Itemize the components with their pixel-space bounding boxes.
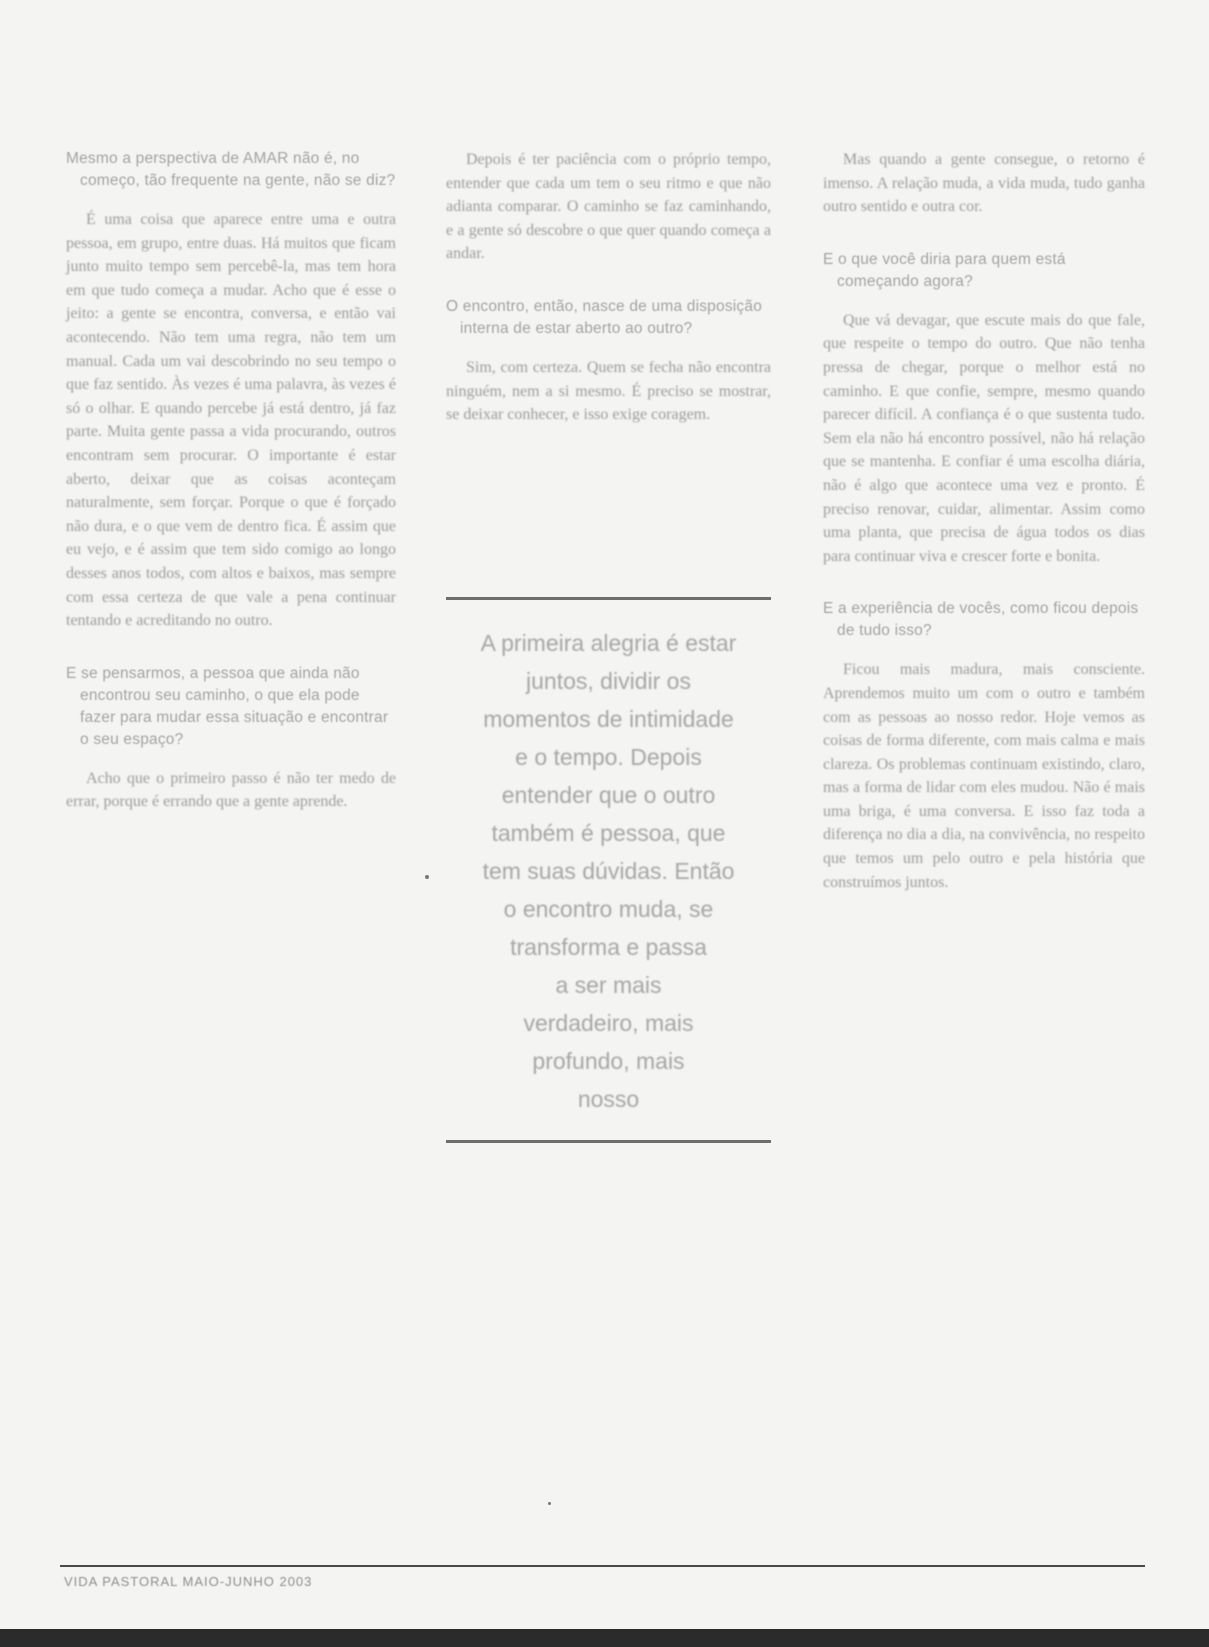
answer-6: Que vá devagar, que escute mais do que fale, que respeite o tempo do outro. Que não tenha pressa de chegar, porque o melhor está no caminho. E que confie, sempre, mesmo quando parecer difícil. A confiança é o que sustenta tudo. Sem ela não há encontro possível, não há relação que se mantenha. E confiar é uma escolha diária, não é algo que acontece uma vez e pronto. É preciso renovar, cuidar, alimentar. Assim como uma planta, que precisa de água todos os dias para continuar viva e crescer forte e bonita. [823, 311, 1145, 565]
pull-quote-line: também é pessoa, que [491, 820, 726, 846]
pull-quote [446, 597, 771, 1143]
text-column-3 [823, 148, 1145, 924]
answer-1: É uma coisa que aparece entre uma e outra pessoa, em grupo, entre duas. Há muitos que ficam junto muito tempo sem percebê-la, mas tem hora em que tudo começa a mudar. Acho que é esse o jeito: a gente se encontra, conversa, e então vai acontecendo. Não tem uma regra, não tem um manual. Cada um vai descobrindo no seu tempo o que faz sentido. Às vezes é uma palavra, às vezes é só o olhar. E quando percebe já está dentro, já faz parte. Muita gente passa a vida procurando, outros encontram sem procurar. O importante é estar aberto, deixar que as coisas aconteçam naturalmente, sem forçar. Porque o que é forçado não dura, e o que vem de dentro fica. É assim que eu vejo, e é assim que tem sido comigo ao longo desses anos todos, com altos e baixos, mas sempre com essa certeza de que vale a pena continuar tentando e acreditando no outro. [66, 211, 396, 630]
question-4: E o que você diria para quem está começando agora? [823, 250, 1066, 290]
margin-mark [425, 875, 429, 879]
pull-quote-line: entender que o outro [501, 782, 716, 808]
answer-2: Acho que o primeiro passo é não ter medo de errar, porque é errando que a gente aprende. [66, 769, 396, 811]
answer-3: Depois é ter paciência com o próprio tempo, entender que cada um tem o seu ritmo e que não adianta comparar. O caminho se faz caminhando, e a gente só descobre o que quer quando começa a andar. [446, 151, 771, 263]
pull-quote-line: tem suas dúvidas. Então [482, 858, 735, 884]
pull-quote-line: o encontro muda, se [503, 896, 714, 922]
question-1: Mesmo a perspectiva de AMAR não é, no começo, tão frequente na gente, não se diz? [66, 150, 396, 189]
footer-running-title: VIDA PASTORAL MAIO-JUNHO 2003 [64, 1574, 313, 1589]
pull-quote-line: transforma e passa [510, 934, 707, 960]
answer-7: Ficou mais madura, mais consciente. Aprendemos muito um com o outro e também com as pessoas ao nosso redor. Hoje vemos as coisas de forma diferente, com mais calma e mais clareza. Os problemas continuam existindo, claro, mas a forma de lidar com eles mudou. Não é mais uma briga, é uma conversa. E isso faz toda a diferença no dia a dia, na convivência, no respeito que temos um pelo outro e pela história que construímos juntos. [823, 661, 1145, 891]
scan-edge [0, 1629, 1209, 1647]
footer-rule [60, 1565, 1145, 1567]
pull-quote-line: A primeira alegria é estar [480, 630, 737, 656]
answer-4: Sim, com certeza. Quem se fecha não encontra ninguém, nem a si mesmo. É preciso se mostrar, se deixar conhecer, e isso exige coragem. [446, 358, 771, 424]
question-2: E se pensarmos, a pessoa que ainda não encontrou seu caminho, o que ela pode fazer para mudar essa situação e encontrar o seu espaço? [66, 664, 389, 748]
text-column-1 [66, 148, 396, 844]
pull-quote-line: a ser mais [555, 972, 662, 998]
pull-quote-line: verdadeiro, mais [523, 1010, 694, 1036]
pull-quote-line: nosso [577, 1086, 640, 1112]
question-5: E a experiência de vocês, como ficou depois de tudo isso? [823, 600, 1139, 640]
text-column-2 [446, 148, 771, 457]
pull-quote-line: profundo, mais [532, 1048, 685, 1074]
pull-quote-line: momentos de intimidade [483, 706, 734, 732]
answer-5: Mas quando a gente consegue, o retorno é imenso. A relação muda, a vida muda, tudo ganha outro sentido e outra cor. [823, 151, 1145, 216]
pull-quote-line: e o tempo. Depois [515, 744, 702, 770]
margin-mark [548, 1502, 551, 1505]
question-3: O encontro, então, nasce de uma disposição interna de estar aberto ao outro? [446, 297, 763, 337]
pull-quote-line: juntos, dividir os [526, 668, 691, 694]
